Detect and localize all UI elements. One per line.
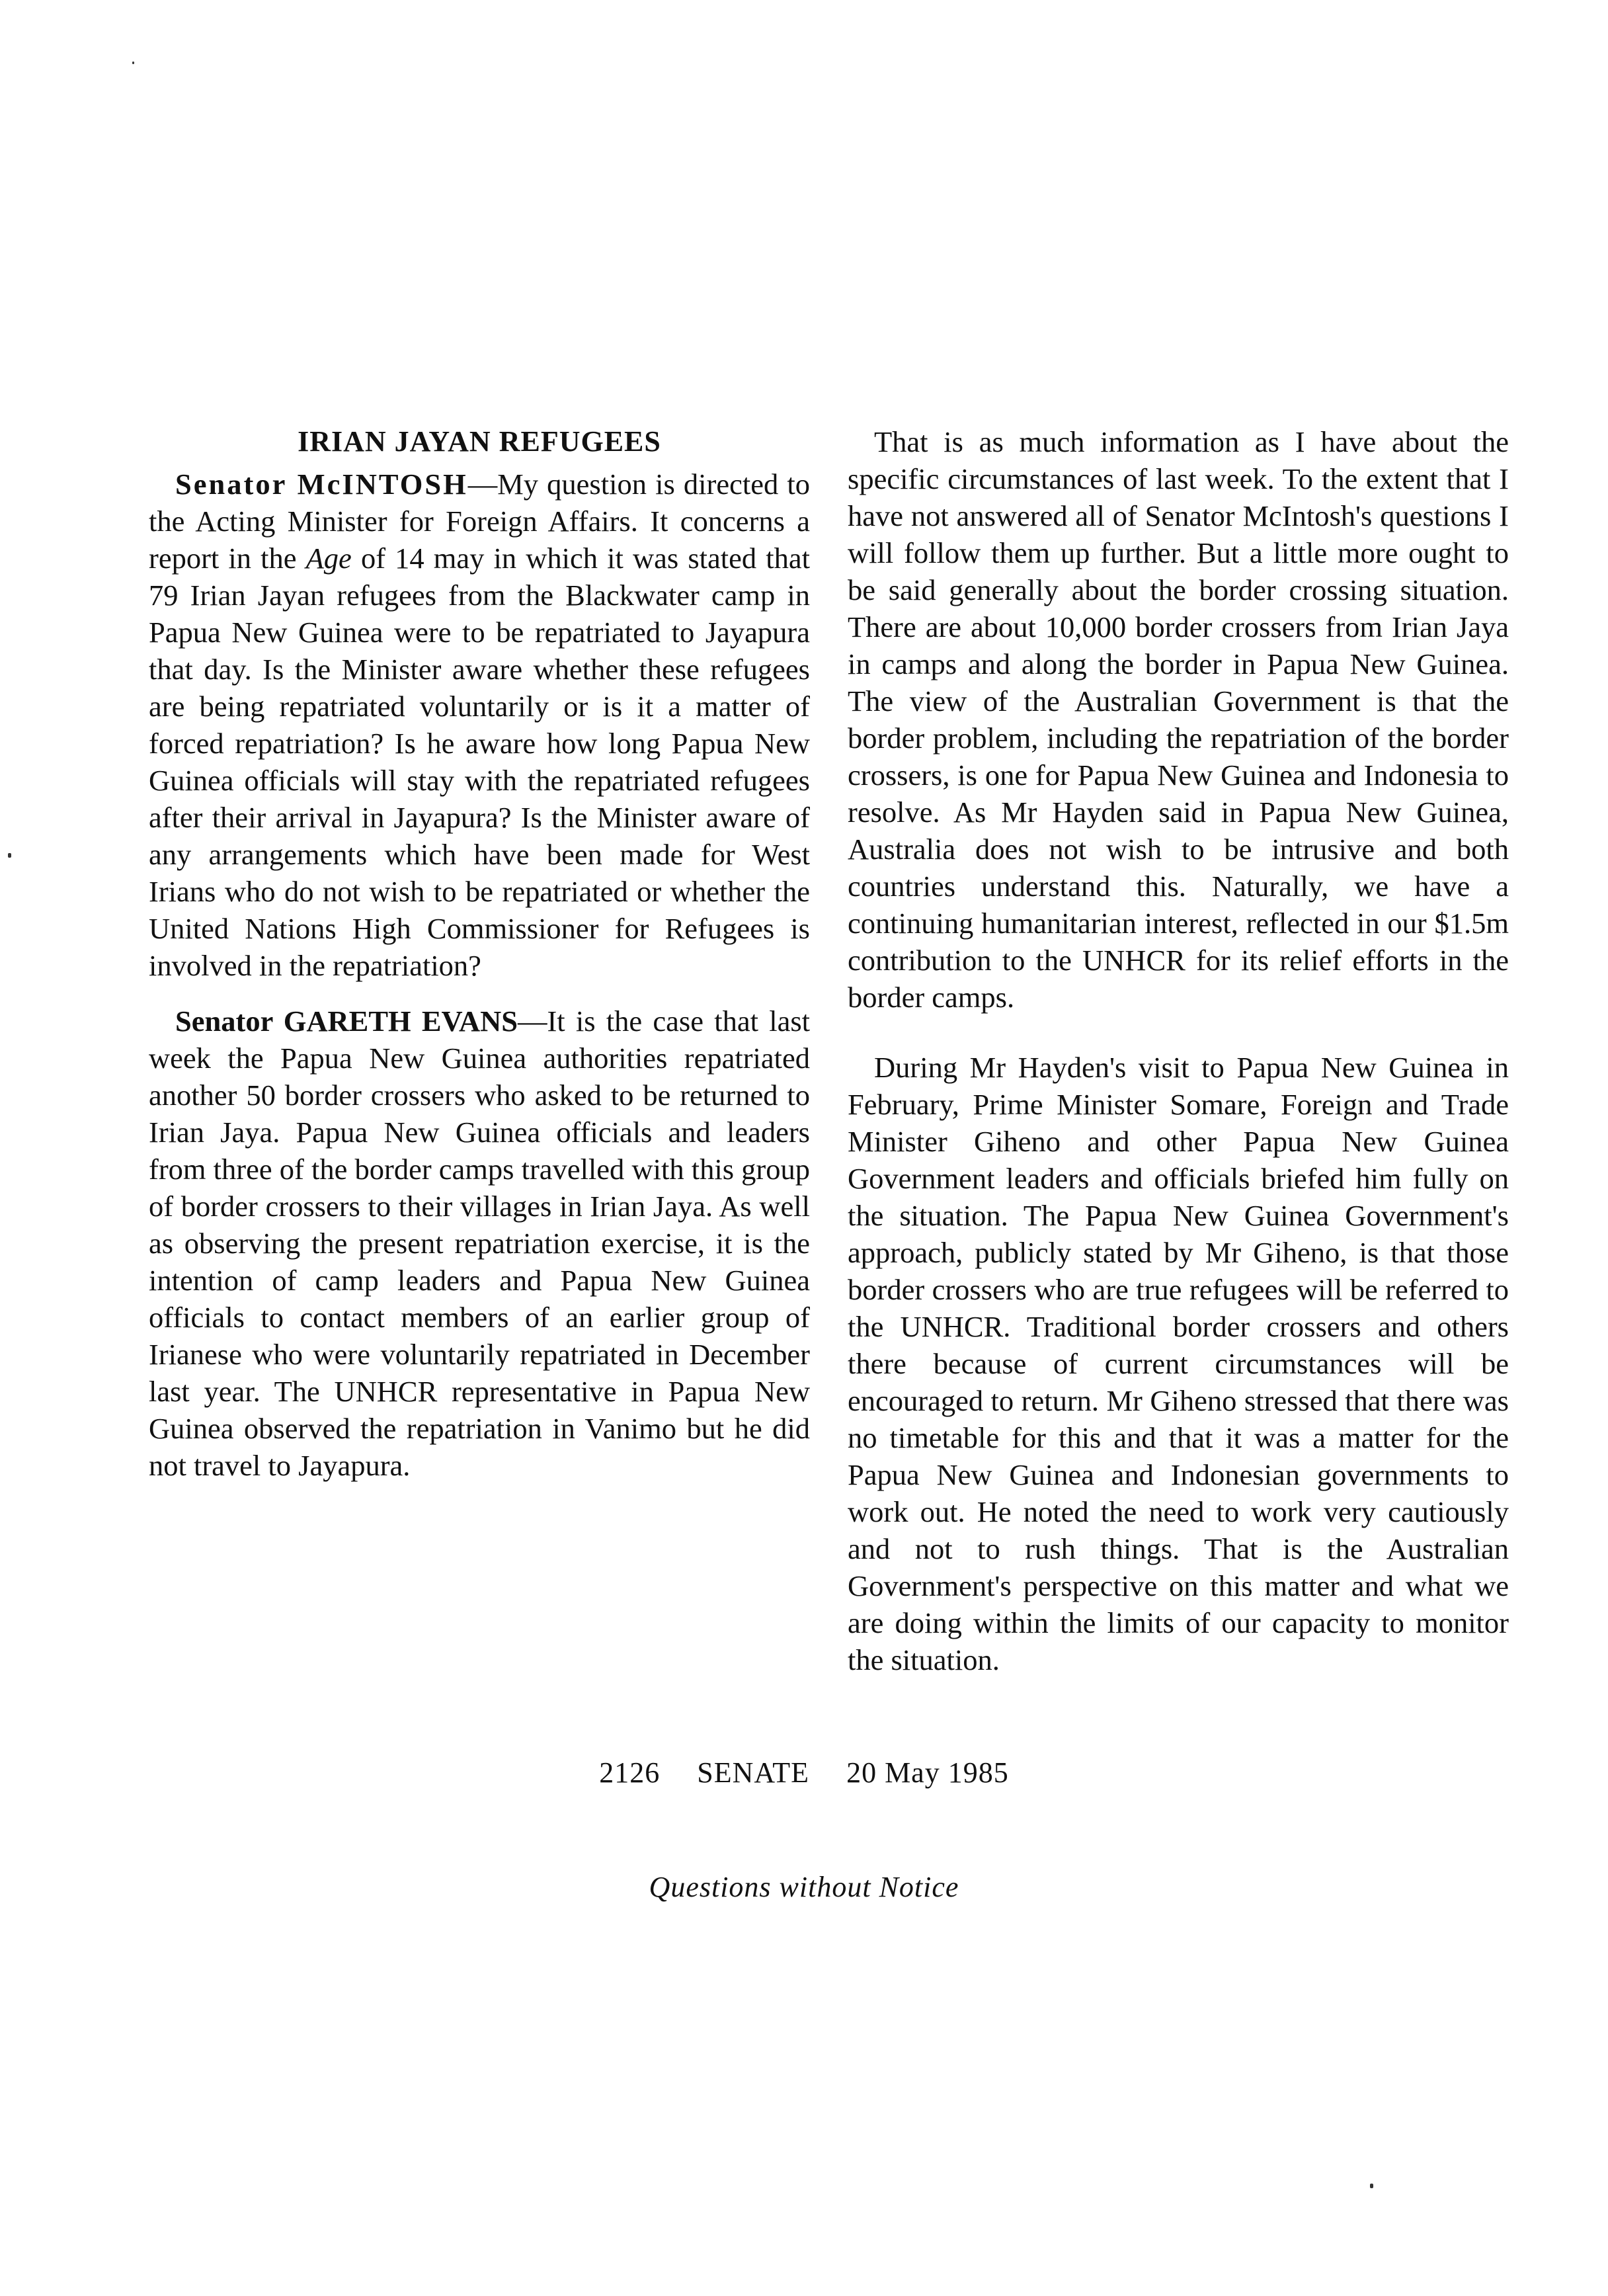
chamber-name: SENATE	[697, 1756, 810, 1789]
question-text-end: of 14 may in which it was stated that 79 Irian Jayan refugees from the Blackwater camp in Papua New Guinea were to be repatriated to Jayapura that day. Is the Minister aware whether these refugees are being repatriated voluntarily or is it a matter of forced repatriation? Is he aware how long Papua New Guinea officials will stay with the repatriated refugees after their arrival in Jayapura? Is the Minister aware of any arrangements which have been made for West Irians who do not wish to be repatriated or whether the United Nations High Commissioner for Refugees is involved in the repatriation?	[149, 542, 810, 982]
page-number: 2126	[599, 1756, 661, 1789]
section-heading: IRIAN JAYAN REFUGEES	[298, 425, 661, 458]
question-text-start: —My question is directed to the Acting Minister for Foreign Affairs. It concerns a report in the	[149, 468, 810, 575]
right-column	[848, 423, 1509, 1678]
speaker-name: Senator GARETH EVANS	[175, 1004, 518, 1038]
speaker-name: Senator McINTOSH	[175, 468, 468, 501]
scan-speck	[1370, 2184, 1373, 2188]
page-footer	[0, 1756, 1608, 1789]
scan-speck	[8, 853, 11, 858]
answer-paragraph	[149, 1003, 810, 1484]
answer-text: —It is the case that last week the Papua New Guinea authorities repatriated another 50 border crossers who asked to be returned to Irian Jaya. Papua New Guinea officials and leaders from three of the border camps travelled with this group of border crossers to their villages in Irian Jaya. As well as observing the present repatriation exercise, it is the intention of camp leaders and Papua New Guinea officials to contact members of an earlier group of Irianese who were voluntarily repatriated in December last year. The UNHCR representative in Papua New Guinea observed the repatriation in Vanimo but he did not travel to Jayapura.	[149, 1004, 810, 1482]
answer-paragraph: That is as much information as I have about the specific circumstances of last week. To the extent that I have not answered all of Senator McIntosh's questions I will follow them up further. But a little more ought to be said generally about the border crossing situation. There are about 10,000 border crossers from Irian Jaya in camps and along the border in Papua New Guinea. The view of the Australian Government is that the border problem, including the repatriation of the border crossers, is one for Papua New Guinea and Indonesia to resolve. As Mr Hayden said in Papua New Guinea, Australia does not wish to be intrusive and both countries understand this. Naturally, we have a continuing humanitarian interest, reflected in our $1.5m contribution to the UNHCR for its relief efforts in the border camps.	[848, 425, 1509, 1014]
left-column	[149, 423, 810, 1484]
sitting-date: 20 May 1985	[846, 1756, 1009, 1789]
newspaper-title: Age	[305, 542, 352, 575]
section-title: Questions without Notice	[649, 1871, 959, 1903]
scan-speck	[132, 62, 134, 64]
question-paragraph	[149, 466, 810, 984]
answer-paragraph: During Mr Hayden's visit to Papua New Guinea in February, Prime Minister Somare, Foreign and Trade Minister Giheno and other Papua New Guinea Government leaders and officials briefed him fully on the situation. The Papua New Guinea Government's approach, publicly stated by Mr Giheno, is that those border crossers who are true refugees will be referred to the UNHCR. Traditional border crossers and others there because of current circumstances will be encouraged to return. Mr Giheno stressed that there was no timetable for this and that it was a matter for the Papua New Guinea and Indonesian governments to work out. He noted the need to work very cautiously and not to rush things. That is the Australian Government's perspective on this matter and what we are doing within the limits of our capacity to monitor the situation.	[848, 1051, 1509, 1676]
